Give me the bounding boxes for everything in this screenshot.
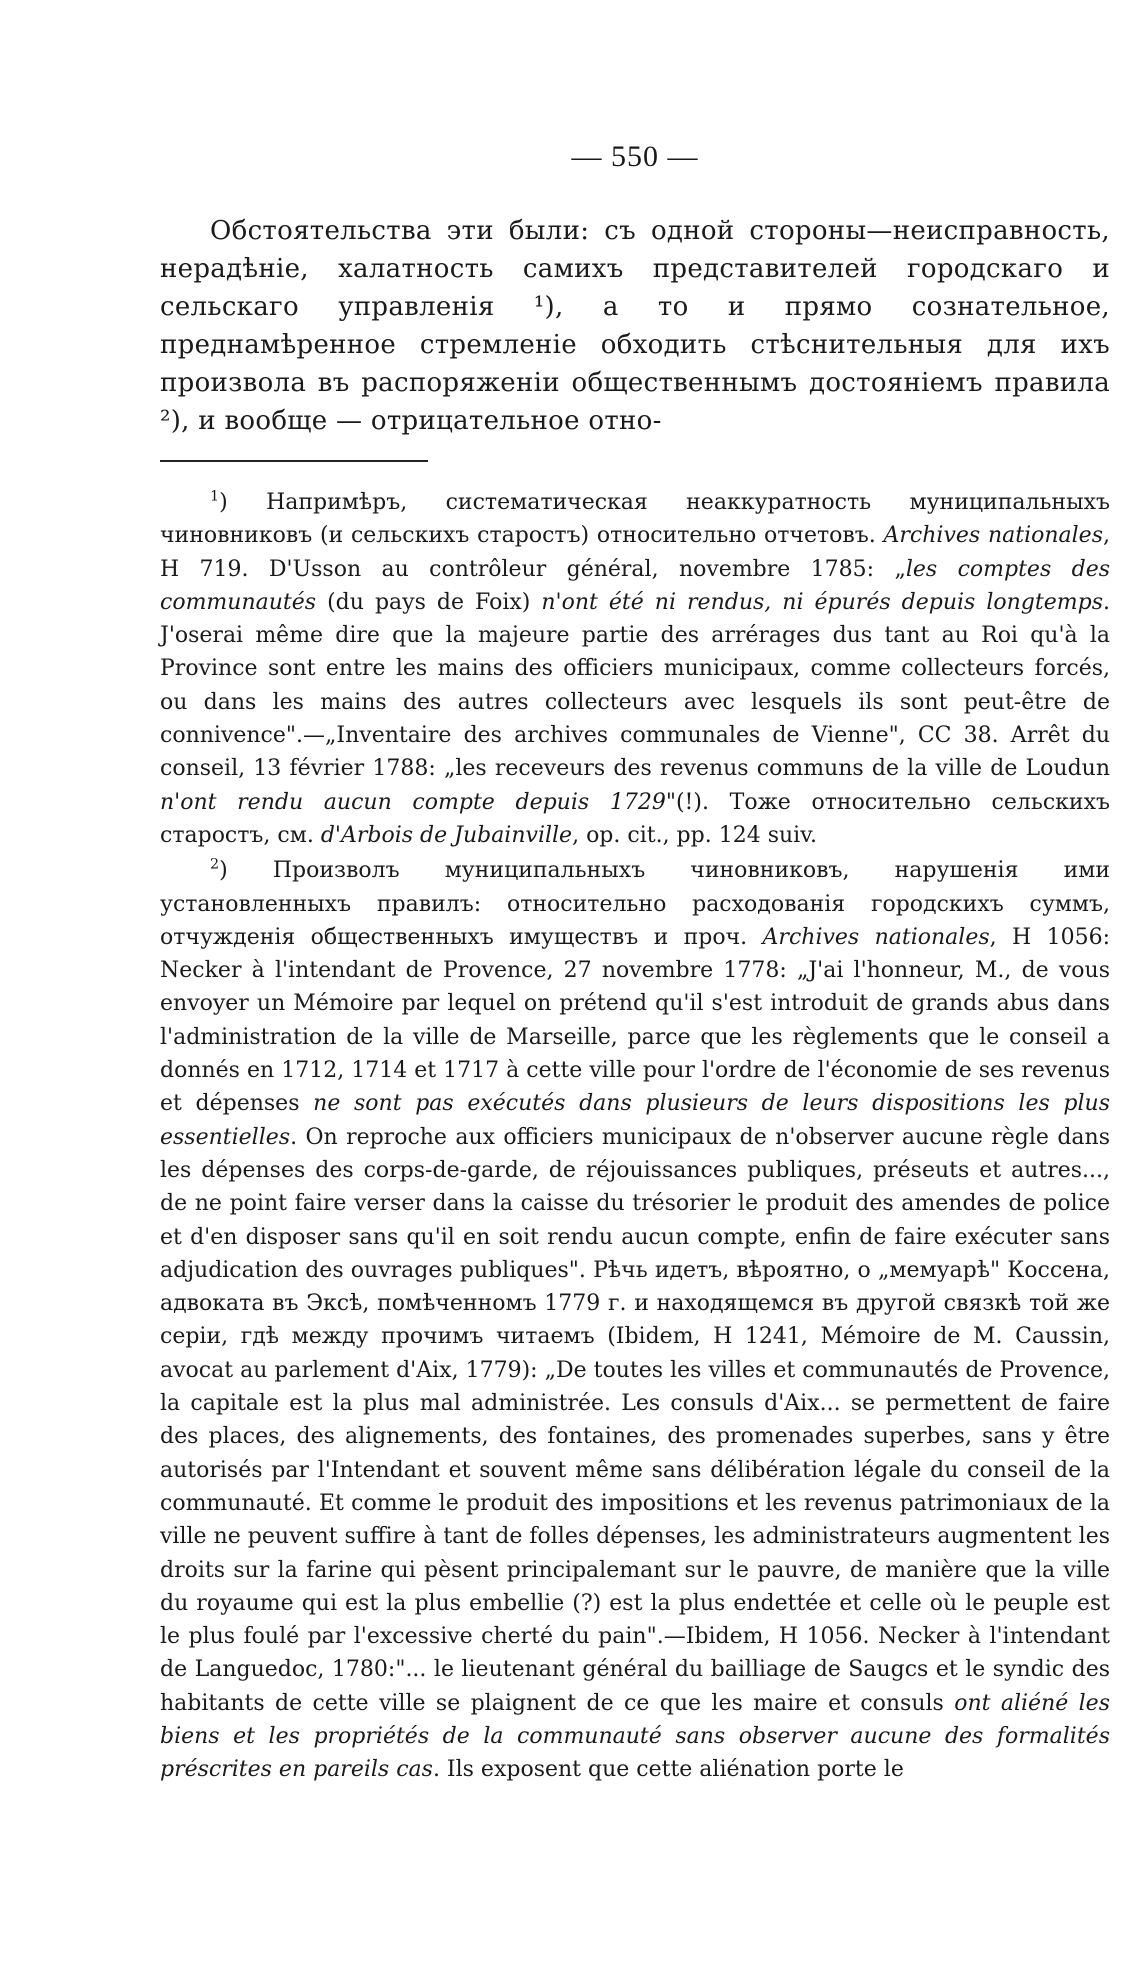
text-segment: . J'oserai même dire que la majeure partie des arrérages dus tant au Roi qu'à la Province sont entre les mains des officiers municipaux, comme collecteurs forcés, ou dans les mains des autres collecteurs avec lesquels ils sont peut-être de connivence".—„Inventaire des archives communales de Vienne", CC 38. Arrêt du conseil, 13 février 1788: „les receveurs des revenus communs de la ville de Loudun <box>160 589 1110 782</box>
text-segment: Произволъ муниципальныхъ чиновниковъ, нарушенія ими установленныхъ правилъ: относительно расходованія городскихъ суммъ, отчужденія общественныхъ имуществъ и проч. <box>160 858 1111 950</box>
italic-segment: n'ont été ni rendus, ni épurés depuis longtemps <box>541 589 1103 615</box>
text-segment: , op. cit., pp. 124 suiv. <box>572 822 817 848</box>
text-segment: (du pays de Foix) <box>316 589 542 615</box>
italic-segment: d'Arbois de Jubainville <box>320 822 573 848</box>
italic-segment: ont aliéné les biens et les propriétés de la communauté sans observer aucune des formalités préscrites en pareils cas <box>160 1690 1110 1783</box>
footnote-separator <box>160 460 428 462</box>
footnote-1: $^1$) Напримѣръ, систематическая неаккуратность муниципальныхъ чиновниковъ (и сельскихъ старостъ) относительно отчетовъ. Archives nationales, H 719. D'Usson au contrôleur général, novembre 1785: „les comptes des communautés (du pays de Foix) n'ont été ni rendus, ni épurés depuis longtemps. J'oserai même dire que la majeure partie des arrérages dus tant au Roi qu'à la Province sont entre les mains des officiers municipaux, comme collecteurs forcés, ou dans les mains des autres collecteurs avec lesquels ils sont peut-être de connivence".—„Inventaire des archives communales de Vienne", CC 38. Arrêt du conseil, 13 février 1788: „les receveurs des revenus communs de la ville de Loudun n'ont rendu aucun compte depuis 1729"(!). Тоже относительно сельскихъ старостъ, см. d'Arbois de Jubainville, op. cit., pp. 124 suiv. <box>160 488 1111 848</box>
italic-segment: ne sont pas exécutés dans plusieurs de leurs dispositions les plus essentielles <box>160 1091 1110 1150</box>
text-segment: "(!). Тоже относительно сельскихъ старостъ, см. <box>160 789 1110 848</box>
footnote-marker: 2 <box>210 856 220 873</box>
italic-segment: les comptes des communautés <box>160 556 1111 615</box>
text-segment: . On reproche aux officiers municipaux de n'observer aucune règle dans les dépenses des corps-de-garde, de réjouissances publiques, préseuts et autres..., de ne point faire verser dans la caisse du trésorier le produit des amendes de police et d'en disposer sans qu'il en soit rendu aucun compte, enfin de faire exécuter sans adjudication des ouvrages publiques". Рѣчь идетъ, вѣроятно, о „мемуарѣ" Коссена, адвоката въ Эксѣ, помѣченномъ 1779 г. и находящемся въ другой связкѣ той же серіи, гдѣ между прочимъ читаемъ (Ibidem, H 1241, Mémoire de M. Caussin, avocat au parlement d'Aix, 1779): „De toutes les villes et communautés de Provence, la capitale est la plus mal administrée. Les consuls d'Aix... se permettent de faire des places, des alignements, des fontaines, des promenades superbes, sans y être autorisés par l'Intendant et souvent même sans délibération légale du conseil de la communauté. Et comme le produit des impositions et les revenus patrimoniaux de la ville ne peuvent suffire à tant de folles dépenses, les administrateurs augmentent les droits sur la farine qui pèsent principalemant sur le pauvre, de manière que la ville du royaume qui est la plus embellie (?) est la plus endettée et celle où le peuple est le plus foulé par l'excessive cherté du pain".—Ibidem, H 1056. Necker à l'intendant de Languedoc, 1780:"... le lieutenant général du bailliage de Saugcs et le syndic des habitants de cette ville se plaignent de ce que les maire et consuls <box>160 1124 1110 1716</box>
footnote-marker: 1 <box>210 488 220 505</box>
text-segment: Напримѣръ, систематическая неаккуратность муниципальныхъ чиновниковъ (и сельскихъ старостъ) относительно отчетовъ. <box>160 490 1111 549</box>
text-segment: . Ils exposent que cette aliénation porte le <box>432 1757 904 1783</box>
italic-segment: n'ont rendu aucun compte depuis 1729 <box>160 789 666 815</box>
italic-segment: Archives nationales <box>762 924 990 950</box>
text-segment: , H 1056: Necker à l'intendant de Provence, 27 novembre 1778: „J'ai l'honneur, M., de vous envoyer un Mémoire par lequel on prétend qu'il s'est introduit de grands abus dans l'administration de la ville de Marseille, parce que les règlements que le conseil a donnés en 1712, 1714 et 1717 à cette ville pour l'ordre de l'économie de ses revenus et dépenses <box>160 924 1110 1117</box>
italic-segment: Archives nationales <box>883 523 1103 549</box>
main-paragraph: Обстоятельства эти были: съ одной стороны—неисправность, нерадѣніе, халатность самихъ представителей городскаго и сельскаго управленія ¹), а то и прямо сознательное, преднамѣренное стремленіе обходить стѣснительныя для ихъ произвола въ распоряженіи общественнымъ достояніемъ правила ²), и вообще — отрицательное отно- <box>160 216 1110 436</box>
book-page <box>160 140 1110 1787</box>
footnote-2: $^2$) Произволъ муниципальныхъ чиновниковъ, нарушенія ими установленныхъ правилъ: относительно расходованія городскихъ суммъ, отчужденія общественныхъ имуществъ и проч. Archives nationales, H 1056: Necker à l'intendant de Provence, 27 novembre 1778: „J'ai l'honneur, M., de vous envoyer un Mémoire par lequel on prétend qu'il s'est introduit de grands abus dans l'administration de la ville de Marseille, parce que les règlements que le conseil a donnés en 1712, 1714 et 1717 à cette ville pour l'ordre de l'économie de ses revenus et dépenses ne sont pas exécutés dans plusieurs de leurs dispositions les plus essentielles. On reproche aux officiers municipaux de n'observer aucune règle dans les dépenses des corps-de-garde, de réjouissances publiques, préseuts et autres..., de ne point faire verser dans la caisse du trésorier le produit des amendes de police et d'en disposer sans qu'il en soit rendu aucun compte, enfin de faire exécuter sans adjudication des ouvrages publiques". Рѣчь идетъ, вѣроятно, о „мемуарѣ" Коссена, адвоката въ Эксѣ, помѣченномъ 1779 г. и находящемся въ другой связкѣ той же серіи, гдѣ между прочимъ читаемъ (Ibidem, H 1241, Mémoire de M. Caussin, avocat au parlement d'Aix, 1779): „De toutes les villes et communautés de Provence, la capitale est la plus mal administrée. Les consuls d'Aix... se permettent de faire des places, des alignements, des fontaines, des promenades superbes, sans y être autorisés par l'Intendant et souvent même sans délibération légale du conseil de la communauté. Et comme le produit des impositions et les revenus patrimoniaux de la ville ne peuvent suffire à tant de folles dépenses, les administrateurs augmentent les droits sur la farine qui pèsent principalemant sur le pauvre, de manière que la ville du royaume qui est la plus embellie (?) est la plus endettée et celle où le peuple est le plus foulé par l'excessive cherté du pain".—Ibidem, H 1056. Necker à l'intendant de Languedoc, 1780:"... le lieutenant général du bailliage de Saugcs et le syndic des habitants de cette ville se plaignent de ce que les maire et consuls ont aliéné les biens et les propriétés de la communauté sans observer aucune des formalités préscrites en pareils cas. Ils exposent que cette aliénation porte le <box>160 856 1111 1783</box>
text-segment: , H 719. D'Usson au contrôleur général, novembre 1785: „ <box>160 523 1110 582</box>
page-number: — 550 — <box>571 140 699 173</box>
